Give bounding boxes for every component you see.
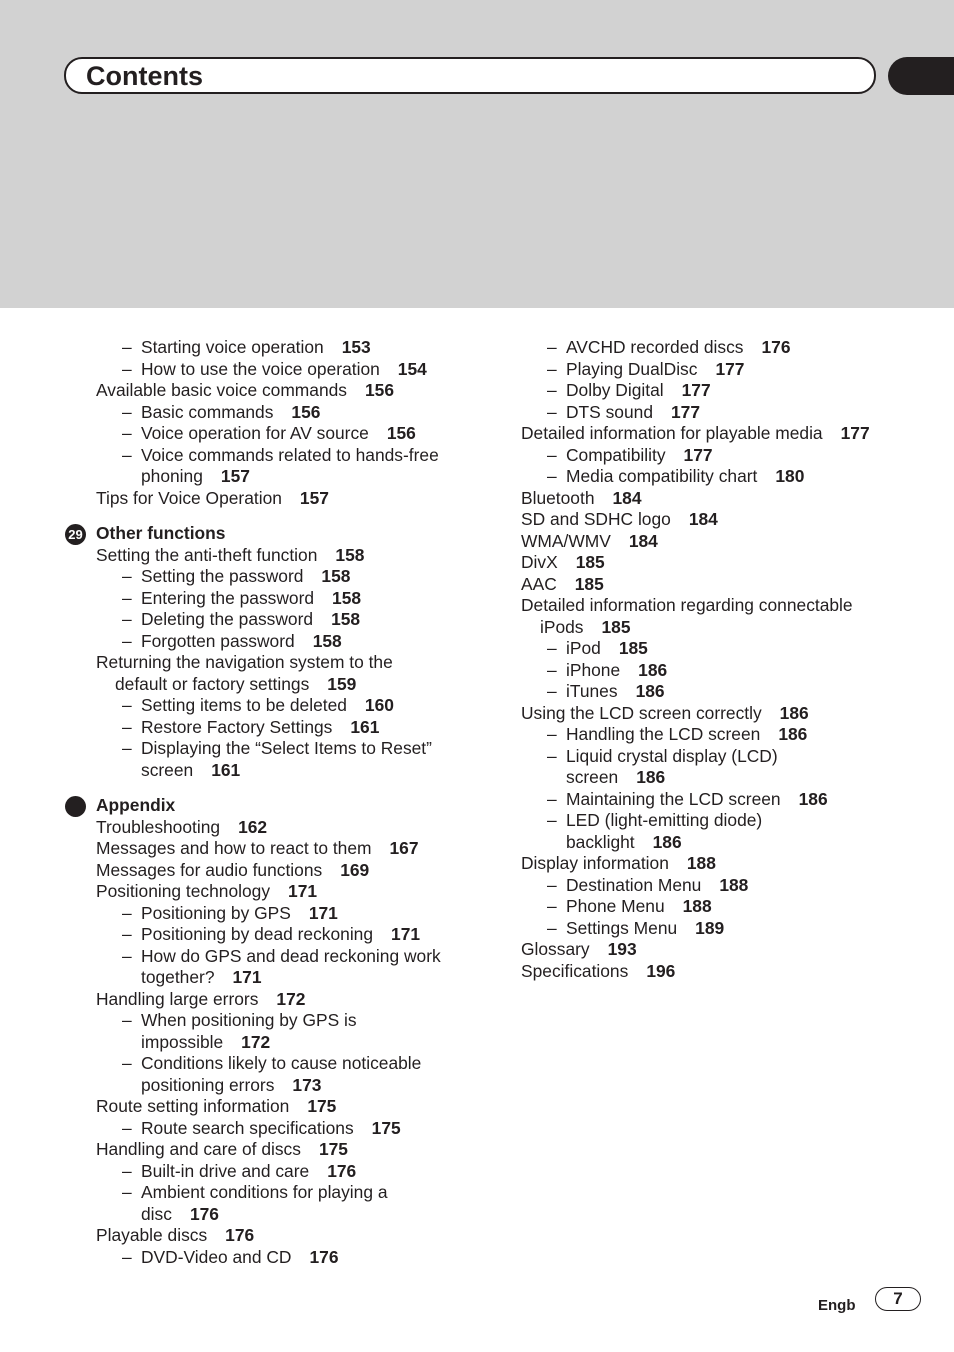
toc-entry[interactable] (521, 552, 901, 574)
entry-dash: – (547, 745, 557, 766)
entry-title: iPods (540, 616, 584, 637)
toc-entry[interactable] (521, 380, 901, 402)
toc-entry[interactable] (521, 746, 901, 768)
title-frame (64, 57, 876, 94)
entry-title: backlight (566, 831, 635, 852)
toc-entry-continuation[interactable] (96, 967, 456, 989)
toc-entry[interactable] (96, 402, 456, 424)
entry-page-number: 156 (291, 401, 321, 422)
toc-entry[interactable] (521, 509, 901, 531)
toc-entry-continuation[interactable] (96, 760, 456, 782)
entry-title: Built-in drive and care (141, 1160, 310, 1181)
toc-entry[interactable] (521, 703, 901, 725)
toc-entry[interactable] (96, 545, 456, 567)
entry-dash: – (122, 401, 132, 422)
entry-title: How to use the voice operation (141, 358, 380, 379)
entry-page-number: 186 (635, 681, 665, 701)
entry-page-number: 162 (238, 816, 268, 837)
entry-page-number: 185 (574, 573, 604, 594)
entry-title: Phone Menu (566, 896, 665, 916)
entry-page-number: 177 (840, 423, 870, 443)
entry-dash: – (122, 738, 132, 758)
toc-entry[interactable] (96, 1053, 456, 1075)
entry-title: screen (141, 759, 194, 780)
entry-title: Deleting the password (141, 609, 314, 629)
entry-title: Route search specifications (141, 1117, 354, 1138)
toc-entry[interactable] (521, 595, 901, 617)
toc-entry[interactable] (521, 681, 901, 703)
toc-entry[interactable] (521, 423, 901, 445)
entry-page-number: 156 (386, 423, 416, 443)
entry-page-number: 186 (652, 831, 682, 852)
toc-entry[interactable] (521, 531, 901, 553)
toc-entry[interactable] (96, 817, 456, 839)
entry-title: Handling large errors (96, 988, 259, 1009)
entry-title: Detailed information regarding connectable (521, 595, 853, 615)
toc-entry[interactable] (521, 724, 901, 746)
entry-page-number: 176 (327, 1160, 357, 1181)
entry-title: Voice commands related to hands-free (141, 444, 439, 465)
entry-dash: – (122, 1010, 132, 1030)
entry-page-number: 186 (636, 767, 666, 787)
entry-page-number: 177 (683, 444, 713, 465)
entry-dash: – (122, 1160, 132, 1181)
header-band (0, 0, 954, 308)
footer-language: Engb (818, 1297, 856, 1314)
toc-entry-continuation[interactable] (96, 1032, 456, 1054)
entry-title: WMA/WMV (521, 530, 611, 551)
entry-dash: – (547, 444, 557, 465)
entry-page-number: 156 (365, 380, 395, 400)
toc-entry-continuation[interactable] (96, 466, 456, 488)
entry-title: Returning the navigation system to the (96, 652, 393, 672)
toc-entry[interactable] (521, 810, 901, 832)
entry-dash: – (122, 587, 132, 608)
entry-title: Positioning technology (96, 881, 271, 901)
toc-entry-continuation[interactable] (521, 767, 901, 789)
toc-entry[interactable] (96, 1010, 456, 1032)
entry-title: Restore Factory Settings (141, 716, 333, 737)
toc-entry[interactable] (96, 1161, 456, 1183)
entry-page-number: 171 (288, 881, 318, 901)
toc-entry[interactable] (521, 466, 901, 488)
toc-entry[interactable] (96, 989, 456, 1011)
entry-title: Ambient conditions for playing a (141, 1182, 388, 1202)
entry-page-number: 177 (671, 401, 701, 422)
entry-page-number: 158 (312, 630, 342, 651)
entry-title: AAC (521, 573, 557, 594)
entry-dash: – (122, 1053, 132, 1073)
entry-page-number: 175 (318, 1139, 348, 1159)
entry-page-number: 171 (232, 967, 262, 987)
entry-page-number: 188 (719, 874, 749, 895)
entry-title: iPhone (566, 659, 621, 680)
toc-entry[interactable] (96, 738, 456, 760)
entry-title: How do GPS and dead reckoning work (141, 945, 441, 966)
entry-page-number: 196 (646, 960, 676, 981)
entry-title: Liquid crystal display (LCD) (566, 745, 778, 766)
entry-title: Route setting information (96, 1096, 290, 1116)
entry-dash: – (122, 609, 132, 629)
entry-dash: – (547, 810, 557, 830)
entry-title: Setting the password (141, 566, 304, 586)
toc-entry[interactable] (96, 337, 456, 359)
entry-title: Tips for Voice Operation (96, 487, 282, 508)
footer-page-number: 7 (875, 1287, 921, 1311)
toc-entry[interactable] (521, 939, 901, 961)
entry-dash: – (122, 566, 132, 586)
toc-entry[interactable] (521, 638, 901, 660)
entry-title: screen (566, 767, 619, 787)
toc-entry[interactable] (521, 402, 901, 424)
entry-title: Positioning by GPS (141, 902, 291, 923)
entry-page-number: 167 (389, 838, 419, 858)
toc-entry[interactable] (521, 660, 901, 682)
entry-dash: – (122, 1117, 132, 1138)
entry-dash: – (547, 788, 557, 809)
toc-entry[interactable] (96, 838, 456, 860)
toc-entry[interactable] (96, 695, 456, 717)
entry-title: Setting items to be deleted (141, 695, 347, 715)
toc-entry[interactable] (96, 359, 456, 381)
entry-dash: – (547, 401, 557, 422)
entry-page-number: 171 (391, 924, 421, 944)
entry-dash: – (122, 716, 132, 737)
section-number-badge: 29 (65, 524, 86, 545)
entry-page-number: 172 (276, 988, 306, 1009)
entry-page-number: 184 (612, 487, 642, 508)
entry-page-number: 193 (607, 939, 637, 959)
entry-page-number: 158 (332, 587, 362, 608)
entry-title: SD and SDHC logo (521, 509, 671, 529)
toc-entry[interactable] (96, 445, 456, 467)
entry-title: Detailed information for playable media (521, 423, 823, 443)
entry-dash: – (122, 337, 132, 357)
entry-page-number: 172 (241, 1031, 271, 1052)
toc-entry[interactable] (96, 631, 456, 653)
entry-page-number: 159 (327, 673, 357, 694)
entry-page-number: 175 (371, 1117, 401, 1138)
entry-page-number: 186 (638, 659, 668, 680)
toc-entry[interactable] (96, 860, 456, 882)
entry-title: Destination Menu (566, 874, 702, 895)
entry-page-number: 177 (681, 380, 711, 400)
entry-dash: – (547, 638, 557, 658)
entry-title: positioning errors (141, 1074, 275, 1095)
entry-title: Positioning by dead reckoning (141, 924, 374, 944)
entry-dash: – (547, 896, 557, 916)
toc-entry[interactable] (96, 1182, 456, 1204)
toc-entry-continuation[interactable] (96, 1204, 456, 1226)
toc-entry-continuation[interactable] (96, 674, 456, 696)
entry-dash: – (122, 945, 132, 966)
entry-page-number: 176 (189, 1203, 219, 1224)
entry-title: AVCHD recorded discs (566, 337, 744, 357)
entry-page-number: 177 (715, 358, 745, 379)
toc-section-heading[interactable] (96, 795, 456, 817)
entry-page-number: 188 (682, 896, 712, 916)
section-title: Appendix (96, 795, 176, 815)
entry-title: Voice operation for AV source (141, 423, 369, 443)
toc-entry[interactable] (521, 445, 901, 467)
toc-entry[interactable] (96, 946, 456, 968)
entry-page-number: 189 (695, 917, 725, 938)
entry-page-number: 161 (211, 759, 241, 780)
entry-dash: – (122, 695, 132, 715)
section-number-badge (65, 796, 86, 817)
toc-entry[interactable] (521, 337, 901, 359)
toc-entry[interactable] (96, 881, 456, 903)
entry-page-number: 186 (798, 788, 828, 809)
entry-title: Using the LCD screen correctly (521, 702, 762, 723)
section-title: Other functions (96, 523, 226, 543)
toc-entry[interactable] (96, 380, 456, 402)
entry-title: Available basic voice commands (96, 380, 348, 400)
entry-dash: – (122, 1182, 132, 1202)
entry-title: Bluetooth (521, 487, 595, 508)
entry-title: Forgotten password (141, 630, 295, 651)
toc-entry[interactable] (96, 609, 456, 631)
entry-dash: – (122, 1246, 132, 1267)
entry-title: Media compatibility chart (566, 466, 758, 486)
entry-title: DivX (521, 552, 558, 572)
entry-title: impossible (141, 1031, 224, 1052)
toc-section-heading[interactable] (68, 523, 456, 545)
toc-entry-continuation[interactable] (521, 617, 901, 639)
entry-page-number: 186 (778, 724, 808, 744)
toc-entry[interactable] (96, 717, 456, 739)
entry-title: When positioning by GPS is (141, 1010, 357, 1030)
entry-page-number: 161 (350, 716, 380, 737)
entry-page-number: 185 (575, 552, 605, 572)
section-tab (888, 57, 954, 95)
entry-page-number: 176 (309, 1246, 339, 1267)
toc-entry[interactable] (521, 574, 901, 596)
page-title: Contents (86, 61, 203, 91)
entry-title: Compatibility (566, 444, 666, 465)
entry-dash: – (122, 924, 132, 944)
entry-dash: – (547, 724, 557, 744)
toc-entry[interactable] (96, 1096, 456, 1118)
entry-title: Conditions likely to cause noticeable (141, 1053, 422, 1073)
entry-page-number: 188 (686, 853, 716, 873)
entry-dash: – (547, 681, 557, 701)
entry-title: together? (141, 967, 215, 987)
toc-entry[interactable] (96, 423, 456, 445)
entry-title: Handling the LCD screen (566, 724, 761, 744)
toc-entry[interactable] (521, 789, 901, 811)
entry-page-number: 158 (331, 609, 361, 629)
entry-dash: – (122, 630, 132, 651)
entry-title: Dolby Digital (566, 380, 664, 400)
toc-entry[interactable] (96, 1139, 456, 1161)
entry-title: Glossary (521, 939, 590, 959)
entry-title: Setting the anti-theft function (96, 544, 318, 565)
toc-entry[interactable] (521, 875, 901, 897)
entry-title: disc (141, 1203, 172, 1224)
toc-entry[interactable] (96, 588, 456, 610)
entry-page-number: 185 (601, 616, 631, 637)
entry-dash: – (547, 917, 557, 938)
toc-entry[interactable] (96, 1118, 456, 1140)
entry-title: Troubleshooting (96, 816, 221, 837)
entry-dash: – (122, 358, 132, 379)
entry-title: Playable discs (96, 1225, 208, 1245)
entry-title: Entering the password (141, 587, 315, 608)
entry-page-number: 185 (618, 638, 648, 658)
toc-entry[interactable] (96, 903, 456, 925)
entry-page-number: 158 (321, 566, 351, 586)
toc-entry-continuation[interactable] (96, 1075, 456, 1097)
entry-title: Messages and how to react to them (96, 838, 372, 858)
toc-left-column (68, 337, 456, 1268)
entry-title: DTS sound (566, 401, 653, 422)
entry-dash: – (122, 444, 132, 465)
toc-entry[interactable] (96, 1247, 456, 1269)
entry-page-number: 184 (688, 509, 718, 529)
entry-title: Maintaining the LCD screen (566, 788, 781, 809)
entry-dash: – (547, 358, 557, 379)
entry-page-number: 160 (364, 695, 394, 715)
toc-entry[interactable] (521, 359, 901, 381)
entry-title: phoning (141, 466, 203, 486)
entry-page-number: 173 (292, 1074, 322, 1095)
entry-dash: – (547, 874, 557, 895)
entry-title: iPod (566, 638, 601, 658)
entry-title: Playing DualDisc (566, 358, 698, 379)
toc-entry[interactable] (521, 896, 901, 918)
entry-page-number: 184 (628, 530, 658, 551)
entry-title: Handling and care of discs (96, 1139, 301, 1159)
toc-entry[interactable] (96, 566, 456, 588)
toc-entry[interactable] (521, 961, 901, 983)
entry-page-number: 154 (397, 358, 427, 379)
toc-entry-continuation[interactable] (521, 832, 901, 854)
entry-dash: – (547, 466, 557, 486)
entry-title: Specifications (521, 960, 629, 981)
entry-page-number: 171 (308, 902, 338, 923)
toc-entry[interactable] (96, 924, 456, 946)
entry-title: Messages for audio functions (96, 859, 323, 880)
entry-page-number: 158 (335, 544, 365, 565)
entry-page-number: 157 (299, 487, 329, 508)
toc-entry[interactable] (521, 918, 901, 940)
entry-dash: – (547, 337, 557, 357)
entry-dash: – (122, 902, 132, 923)
entry-page-number: 180 (775, 466, 805, 486)
entry-page-number: 176 (761, 337, 791, 357)
entry-title: DVD-Video and CD (141, 1246, 292, 1267)
entry-title: iTunes (566, 681, 618, 701)
entry-title: Settings Menu (566, 917, 678, 938)
entry-dash: – (122, 423, 132, 443)
entry-title: Displaying the “Select Items to Reset” (141, 738, 432, 758)
toc-entry[interactable] (521, 488, 901, 510)
entry-title: LED (light-emitting diode) (566, 810, 763, 830)
entry-page-number: 157 (220, 466, 250, 486)
entry-title: Basic commands (141, 401, 274, 422)
entry-page-number: 169 (340, 859, 370, 880)
toc-entry[interactable] (521, 853, 901, 875)
entry-title: default or factory settings (115, 673, 310, 694)
toc-entry[interactable] (96, 1225, 456, 1247)
entry-page-number: 176 (225, 1225, 255, 1245)
entry-dash: – (547, 380, 557, 400)
entry-page-number: 175 (307, 1096, 337, 1116)
entry-dash: – (547, 659, 557, 680)
entry-page-number: 186 (779, 702, 809, 723)
toc-entry[interactable] (96, 652, 456, 674)
toc-right-column (521, 337, 901, 982)
entry-page-number: 153 (341, 337, 371, 357)
entry-title: Starting voice operation (141, 337, 324, 357)
entry-title: Display information (521, 853, 669, 873)
toc-entry[interactable] (96, 488, 456, 510)
